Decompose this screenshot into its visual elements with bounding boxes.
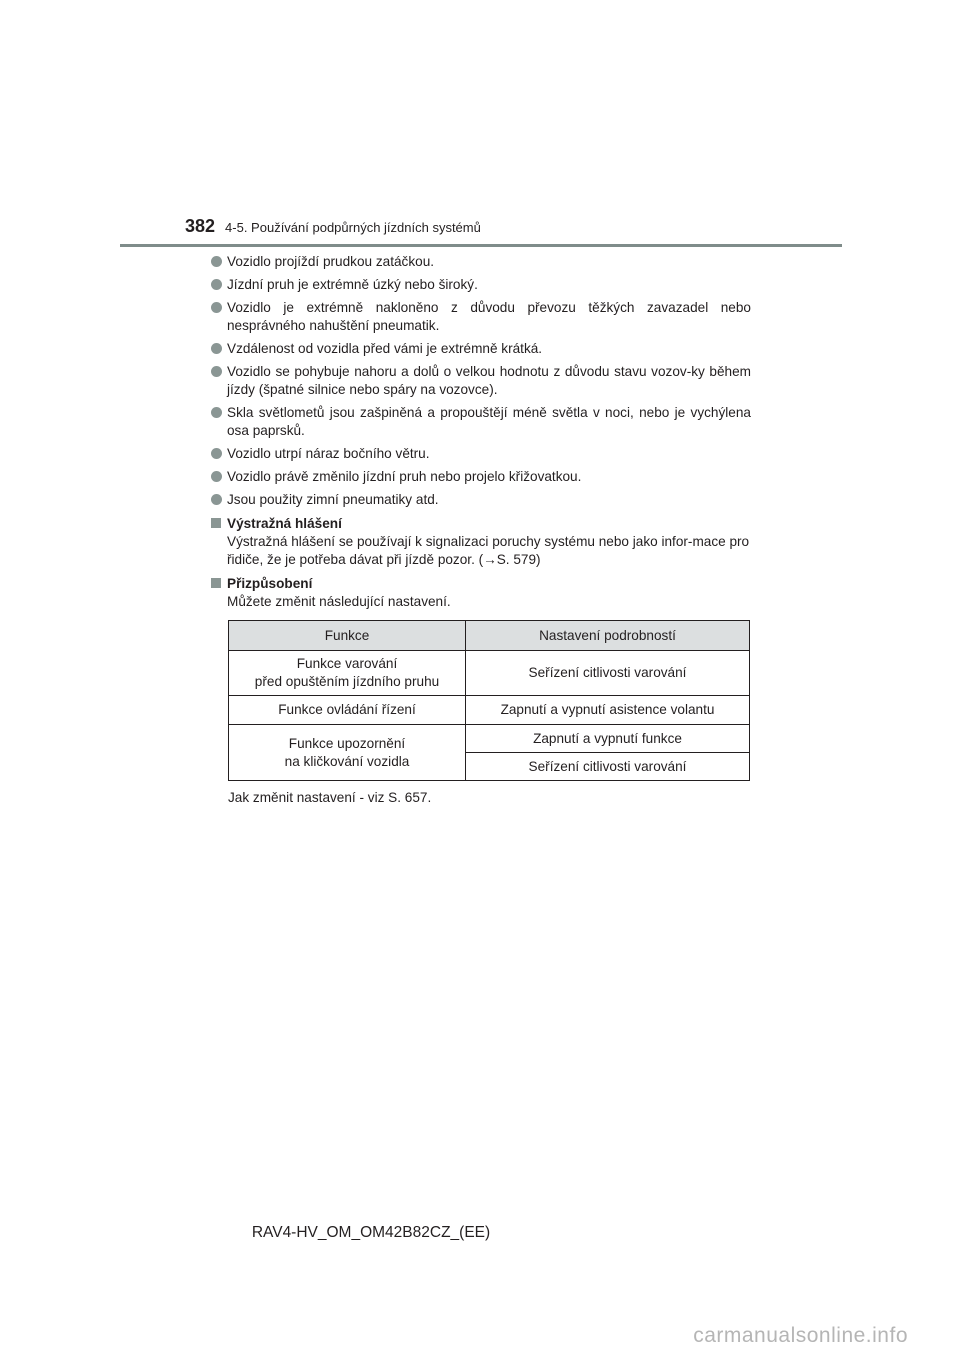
watermark: carmanualsonline.info [693, 1324, 908, 1347]
bullet-icon [211, 256, 222, 267]
table-header-cell: Nastavení podrobností [466, 621, 750, 651]
table-cell: Zapnutí a vypnutí funkce [466, 725, 750, 753]
bullet-icon [211, 279, 222, 290]
customization-title: Přizpůsobení [227, 576, 313, 591]
header-divider [120, 244, 842, 247]
bullet-icon [211, 407, 222, 418]
table-cell: Seřízení citlivosti varování [466, 651, 750, 696]
square-bullet-icon [211, 578, 221, 588]
bullet-item: Vzdálenost od vozidla před vámi je extrémně krátká. [211, 340, 751, 358]
warnings-text: Výstražná hlášení se používají k signalizaci poruchy systému nebo jako infor-mace pro řidiče, že je potřeba dávat při jízdě pozor. (→S. 579) [227, 534, 750, 567]
document-code: RAV4-HV_OM_OM42B82CZ_(EE) [251, 1224, 491, 1241]
bullet-icon [211, 302, 222, 313]
table-cell: Funkce ovládání řízení [229, 696, 466, 725]
page-number: 382 [185, 216, 216, 236]
bullet-item: Jízdní pruh je extrémně úzký nebo široký. [211, 276, 751, 294]
table-header-cell: Funkce [229, 621, 466, 651]
customization-text: Můžete změnit následující nastavení. [227, 594, 451, 609]
table-row [229, 651, 750, 696]
bullet-item: Vozidlo právě změnilo jízdní pruh nebo projelo křižovatkou. [211, 468, 751, 486]
table-cell: Seřízení citlivosti varování [466, 753, 750, 781]
bullet-icon [211, 343, 222, 354]
bullet-item: Vozidlo projíždí prudkou zatáčkou. [211, 253, 751, 271]
warnings-section [211, 515, 751, 569]
bullet-icon [211, 471, 222, 482]
table-header-row [229, 621, 750, 651]
bullet-icon [211, 366, 222, 377]
footer [0, 1224, 960, 1242]
bullet-icon [211, 494, 222, 505]
table-cell: Funkce varování před opuštěním jízdního pruhu [229, 651, 466, 696]
warnings-title: Výstražná hlášení [227, 516, 342, 531]
page-header [185, 216, 481, 237]
settings-table [228, 620, 750, 781]
bullet-item: Skla světlometů jsou zašpiněná a propouštějí méně světla v noci, nebo je vychýlena osa paprsků. [211, 404, 751, 440]
footnote: Jak změnit nastavení - viz S. 657. [228, 790, 432, 805]
table-row [229, 725, 750, 753]
main-content [211, 253, 751, 611]
bullet-item: Vozidlo je extrémně nakloněno z důvodu převozu těžkých zavazadel nebo nesprávného nahuštění pneumatik. [211, 299, 751, 335]
table-cell: Zapnutí a vypnutí asistence volantu [466, 696, 750, 725]
square-bullet-icon [211, 518, 221, 528]
bullet-item: Vozidlo utrpí náraz bočního větru. [211, 445, 751, 463]
table-cell: Funkce upozornění na kličkování vozidla [229, 725, 466, 781]
bullet-item: Jsou použity zimní pneumatiky atd. [211, 491, 751, 509]
bullet-icon [211, 448, 222, 459]
customization-section [211, 575, 751, 611]
bullet-item: Vozidlo se pohybuje nahoru a dolů o velkou hodnotu z důvodu stavu vozov-ky během jízdy (špatné silnice nebo spáry na vozovce). [211, 363, 751, 399]
section-title: 4-5. Používání podpůrných jízdních systémů [225, 220, 481, 235]
table-row [229, 696, 750, 725]
